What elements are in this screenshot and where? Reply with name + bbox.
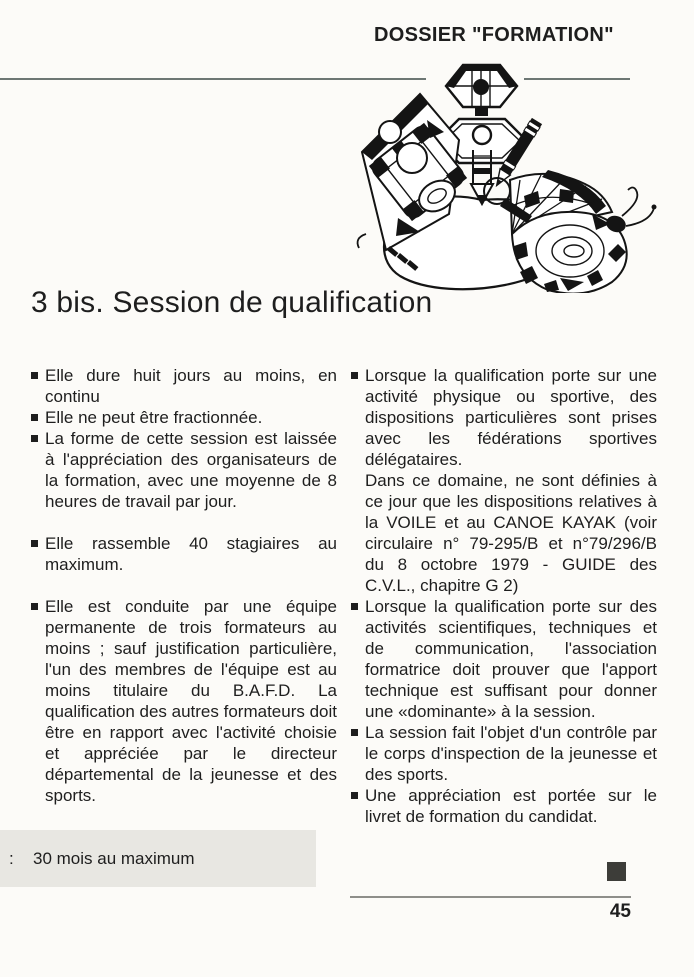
page-number: 45 (609, 901, 631, 922)
list-item (31, 533, 337, 575)
footer-rule (350, 896, 631, 898)
square-bullet-icon (31, 603, 38, 610)
two-column-body (31, 365, 658, 848)
list-item (31, 365, 337, 407)
page-header: DOSSIER "FORMATION" (374, 24, 614, 46)
list-item-text: Elle ne peut être fractionnée. (45, 408, 263, 427)
left-column (31, 365, 337, 848)
list-item-text: Elle dure huit jours au moins, en continu (45, 366, 337, 406)
list-item (351, 722, 657, 785)
square-bullet-icon (31, 372, 38, 379)
footnote-text: 30 mois au maximum (33, 849, 195, 868)
section-title: 3 bis. Session de qualification (31, 286, 433, 319)
list-item-text: Lorsque la qualification porte sur une activité physique ou sportive, des dispositions particulières sont prises avec les fédérations sportives délégataires. (365, 366, 657, 469)
square-bullet-icon (351, 729, 358, 736)
square-bullet-icon (351, 792, 358, 799)
list-item-text: Lorsque la qualification porte sur des activités scientifiques, techniques et de communication, l'association formatrice doit prouver que l'apport technique est suffisant pour donner une «dominante» à la session. (365, 597, 657, 721)
black-square-marker-icon (607, 862, 626, 881)
list-item-text: Elle rassemble 40 stagiaires au maximum. (45, 534, 337, 574)
list-item-text: Dans ce domaine, ne sont définies à ce jour que les dispositions relatives à la VOILE et au CANOE KAYAK (voir circulaire n° 79-295/B et n°79/296/B du 8 octobre 1979 - GUIDE des C.V.L., chapitre G 2) (365, 471, 657, 595)
square-bullet-icon (31, 414, 38, 421)
list-item (31, 428, 337, 512)
square-bullet-icon (31, 435, 38, 442)
footnote-band (0, 830, 316, 887)
list-item-continuation (351, 470, 657, 596)
square-bullet-icon (351, 372, 358, 379)
surreal-collage-illustration (352, 55, 668, 293)
list-item (31, 407, 337, 428)
list-item (351, 596, 657, 722)
butterfly-shape (510, 170, 657, 293)
square-bullet-icon (31, 540, 38, 547)
list-item (351, 785, 657, 827)
footnote-marker: : (9, 849, 14, 868)
list-item (351, 365, 657, 470)
square-bullet-icon (351, 603, 358, 610)
list-item-text: Elle est conduite par une équipe permanente de trois formateurs au moins ; sauf justification particulière, l'un des membres de l'équipe est au moins titulaire du B.A.F.D. La qualification des autres formateurs doit être en rapport avec l'activité choisie et appréciée par le directeur départemental de la jeunesse et des sports. (45, 597, 337, 805)
list-item-text: La forme de cette session est laissée à l'appréciation des organisateurs de la formation, avec une moyenne de 8 heures de travail par jour. (45, 429, 337, 511)
right-column (351, 365, 657, 848)
list-item-text: La session fait l'objet d'un contrôle par le corps d'inspection de la jeunesse et des sports. (365, 723, 657, 784)
list-item (31, 596, 337, 806)
list-item-text: Une appréciation est portée sur le livret de formation du candidat. (365, 786, 657, 826)
